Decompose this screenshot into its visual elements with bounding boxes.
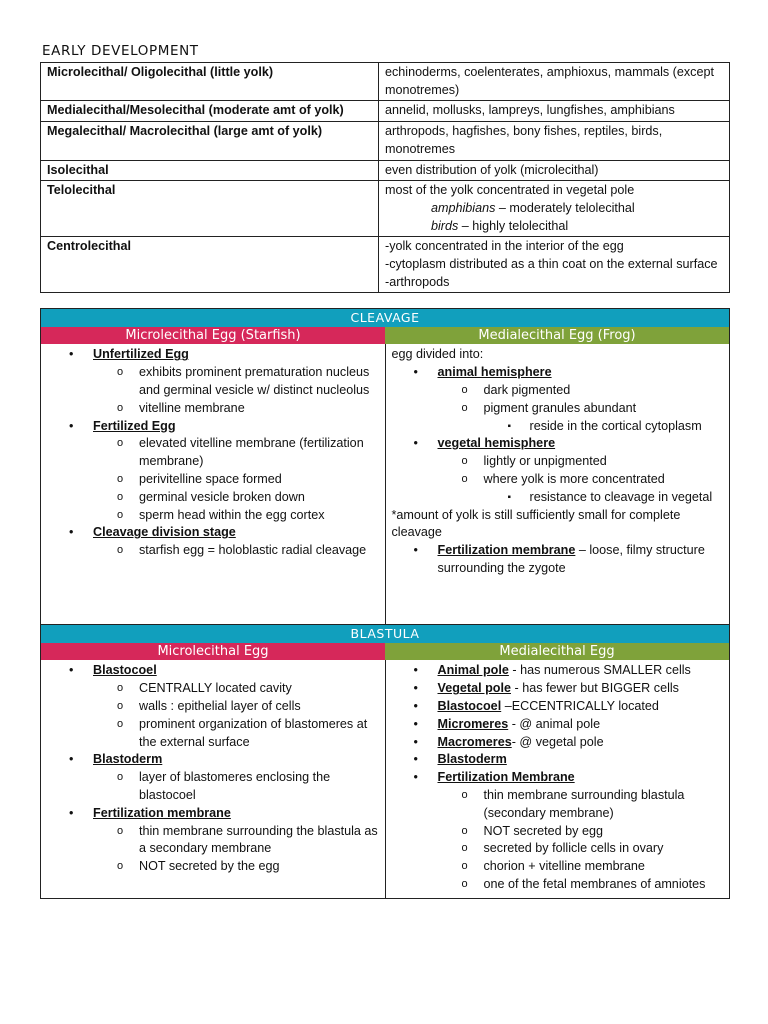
blastula-section bbox=[40, 625, 730, 898]
item-text: egg divided into: bbox=[391, 347, 484, 362]
heading-term: Macromeres bbox=[437, 734, 512, 749]
yolk-term: Telolecithal bbox=[41, 181, 379, 237]
cleavage-right-list bbox=[392, 346, 724, 577]
item-text: prominent organization of blastomeres at the external surface bbox=[139, 716, 368, 749]
yolk-description bbox=[379, 160, 730, 181]
list-item bbox=[392, 769, 724, 787]
item-text: layer of blastomeres enclosing the blastocoel bbox=[139, 770, 331, 803]
item-text: - has numerous SMALLER cells bbox=[508, 663, 691, 678]
blastula-header: BLASTULA bbox=[41, 625, 729, 643]
item-text: resistance to cleavage in vegetal bbox=[529, 489, 713, 504]
item-text: sperm head within the egg cortex bbox=[139, 507, 325, 522]
list-item bbox=[392, 471, 724, 489]
item-text: dark pigmented bbox=[483, 383, 571, 398]
yolk-classification-table bbox=[40, 62, 730, 293]
blastula-right-title: Medialecithal Egg bbox=[385, 643, 729, 660]
list-item bbox=[47, 400, 379, 418]
list-item bbox=[47, 346, 379, 364]
item-text: CENTRALLY located cavity bbox=[139, 681, 292, 696]
cleavage-left-title: Microlecithal Egg (Starfish) bbox=[41, 327, 385, 344]
list-item bbox=[392, 418, 724, 436]
yolk-description bbox=[379, 122, 730, 160]
heading-term: Blastoderm bbox=[93, 752, 163, 767]
heading-term: Cleavage division stage bbox=[93, 525, 236, 540]
list-item bbox=[47, 418, 379, 436]
table-row bbox=[41, 160, 730, 181]
list-item bbox=[47, 823, 379, 859]
list-item bbox=[47, 858, 379, 876]
item-text: vitelline membrane bbox=[139, 400, 245, 415]
item-text: – loose, filmy structure surrounding the zygote bbox=[437, 543, 705, 575]
cleavage-section bbox=[40, 308, 730, 625]
heading-term: Fertilized Egg bbox=[93, 418, 176, 433]
blastula-right-list bbox=[392, 662, 724, 893]
description-line: even distribution of yolk (microlecithal) bbox=[385, 162, 599, 177]
list-item bbox=[47, 435, 379, 471]
class-detail: – highly telolecithal bbox=[458, 218, 569, 233]
list-item bbox=[392, 489, 724, 507]
item-text: exhibits prominent prematuration nucleus and germinal vesicle w/ distinct nucleolus bbox=[139, 365, 370, 398]
yolk-description bbox=[379, 63, 730, 101]
table-row bbox=[41, 237, 730, 293]
yolk-description bbox=[379, 237, 730, 293]
list-item bbox=[392, 364, 724, 382]
heading-term: Unfertilized Egg bbox=[93, 347, 189, 362]
yolk-term: Microlecithal/ Oligolecithal (little yolk) bbox=[41, 63, 379, 101]
item-text: walls : epithelial layer of cells bbox=[139, 699, 301, 714]
heading-term: vegetal hemisphere bbox=[437, 436, 556, 451]
description-line: -arthropods bbox=[385, 274, 450, 289]
list-item bbox=[47, 716, 379, 752]
description-line: most of the yolk concentrated in vegetal pole bbox=[385, 183, 635, 198]
heading-term: Micromeres bbox=[437, 716, 509, 731]
list-item bbox=[392, 858, 724, 876]
list-item bbox=[392, 453, 724, 471]
heading-term: Blastocoel bbox=[93, 663, 157, 678]
item-text: - @ vegetal pole bbox=[511, 734, 604, 749]
list-item bbox=[392, 823, 724, 841]
list-item bbox=[47, 751, 379, 769]
item-text: where yolk is more concentrated bbox=[483, 472, 665, 487]
item-text: - @ animal pole bbox=[508, 716, 601, 731]
item-text: secreted by follicle cells in ovary bbox=[483, 841, 664, 856]
item-text: one of the fetal membranes of amniotes bbox=[483, 877, 706, 891]
list-item bbox=[47, 524, 379, 542]
heading-term: Fertilization membrane bbox=[93, 805, 231, 820]
item-text: pigment granules abundant bbox=[483, 400, 637, 415]
list-item bbox=[392, 507, 724, 543]
item-text: chorion + vitelline membrane bbox=[483, 859, 645, 874]
list-item bbox=[392, 680, 724, 698]
blastula-left-title: Microlecithal Egg bbox=[41, 643, 385, 660]
list-item bbox=[392, 400, 724, 418]
heading-term: Animal pole bbox=[437, 663, 509, 678]
class-name: amphibians bbox=[431, 200, 496, 215]
item-text: thin membrane surrounding blastula (secondary membrane) bbox=[483, 788, 685, 820]
yolk-term: Isolecithal bbox=[41, 160, 379, 181]
list-item bbox=[392, 734, 724, 752]
list-item bbox=[392, 716, 724, 734]
list-item bbox=[47, 662, 379, 680]
description-line: -cytoplasm distributed as a thin coat on the external surface bbox=[385, 257, 718, 272]
description-subline bbox=[385, 200, 723, 218]
class-name: birds bbox=[431, 218, 459, 233]
item-text: elevated vitelline membrane (fertilization membrane) bbox=[139, 436, 364, 469]
description-line: arthropods, hagfishes, bony fishes, reptiles, birds, monotremes bbox=[385, 124, 663, 156]
class-detail: – moderately telolecithal bbox=[495, 200, 635, 215]
list-item bbox=[392, 787, 724, 823]
list-item bbox=[47, 489, 379, 507]
item-text: - has fewer but BIGGER cells bbox=[511, 681, 679, 696]
list-item bbox=[392, 876, 724, 894]
description-line: annelid, mollusks, lampreys, lungfishes, amphibians bbox=[385, 103, 675, 118]
heading-term: Blastoderm bbox=[437, 752, 507, 767]
item-text: NOT secreted by egg bbox=[483, 823, 603, 838]
heading-term: Fertilization Membrane bbox=[437, 770, 575, 785]
description-subline bbox=[385, 218, 723, 236]
list-item bbox=[47, 364, 379, 400]
heading-term: Blastocoel bbox=[437, 699, 502, 714]
list-item bbox=[47, 698, 379, 716]
table-row bbox=[41, 63, 730, 101]
description-line: -yolk concentrated in the interior of the egg bbox=[385, 239, 624, 254]
yolk-description bbox=[379, 181, 730, 237]
page-title: EARLY DEVELOPMENT bbox=[42, 43, 199, 59]
item-text: perivitelline space formed bbox=[139, 472, 282, 487]
list-item bbox=[47, 507, 379, 525]
item-text: *amount of yolk is still sufficiently small for complete cleavage bbox=[391, 507, 681, 540]
heading-term: Vegetal pole bbox=[437, 681, 511, 696]
item-text: germinal vesicle broken down bbox=[139, 489, 305, 504]
list-item bbox=[392, 435, 724, 453]
cleavage-header: CLEAVAGE bbox=[41, 309, 729, 327]
list-item bbox=[47, 769, 379, 805]
list-item bbox=[392, 840, 724, 858]
table-row bbox=[41, 101, 730, 122]
description-line: echinoderms, coelenterates, amphioxus, mammals (except monotremes) bbox=[385, 65, 714, 97]
yolk-term: Medialecithal/Mesolecithal (moderate amt of yolk) bbox=[41, 101, 379, 122]
list-item bbox=[47, 542, 379, 560]
item-text: lightly or unpigmented bbox=[483, 454, 607, 469]
list-item bbox=[392, 346, 724, 364]
list-item bbox=[392, 542, 724, 578]
cleavage-left-list bbox=[47, 346, 379, 560]
document-page bbox=[40, 40, 730, 899]
list-item bbox=[392, 662, 724, 680]
list-item bbox=[392, 698, 724, 716]
item-text: thin membrane surrounding the blastula as a secondary membrane bbox=[139, 823, 378, 856]
table-row bbox=[41, 181, 730, 237]
list-item bbox=[47, 680, 379, 698]
blastula-left-list bbox=[47, 662, 379, 876]
yolk-term: Megalecithal/ Macrolecithal (large amt of yolk) bbox=[41, 122, 379, 160]
list-item bbox=[47, 471, 379, 489]
heading-term: Fertilization membrane bbox=[437, 543, 576, 558]
table-row bbox=[41, 122, 730, 160]
item-text: starfish egg = holoblastic radial cleavage bbox=[139, 543, 367, 558]
yolk-description bbox=[379, 101, 730, 122]
item-text: reside in the cortical cytoplasm bbox=[529, 418, 702, 433]
item-text: –ECCENTRICALLY located bbox=[501, 699, 659, 714]
list-item bbox=[392, 751, 724, 769]
yolk-term: Centrolecithal bbox=[41, 237, 379, 293]
list-item bbox=[392, 382, 724, 400]
item-text: NOT secreted by the egg bbox=[139, 859, 280, 874]
cleavage-right-title: Medialecithal Egg (Frog) bbox=[385, 327, 729, 344]
list-item bbox=[47, 805, 379, 823]
heading-term: animal hemisphere bbox=[437, 365, 552, 380]
